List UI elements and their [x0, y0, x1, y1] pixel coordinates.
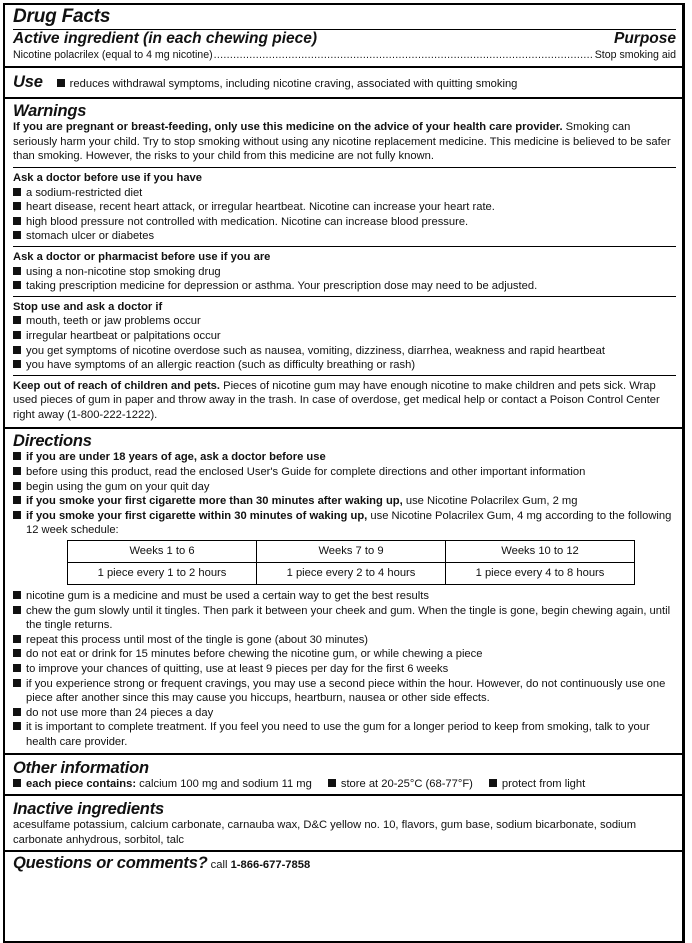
dosage-schedule-table: [67, 540, 635, 585]
bullet-square-icon: [13, 281, 21, 289]
list-item-text: a sodium-restricted diet: [26, 186, 143, 199]
list-item: [13, 265, 676, 280]
list-item-text: using a non-nicotine stop smoking drug: [26, 265, 221, 278]
call-label: call: [210, 859, 228, 872]
list-item: [13, 604, 676, 633]
bullet-square-icon: [328, 779, 336, 787]
list-item-text: you have symptoms of an allergic reaction (such as difficulty breathing or rash): [26, 359, 416, 372]
list-item: [13, 279, 676, 294]
bullet-square-icon: [13, 649, 21, 657]
list-item: [13, 677, 676, 706]
active-ingredient-header: [13, 29, 676, 48]
list-item-bold: if you smoke your first cigarette more than 30 minutes after waking up,: [26, 495, 403, 508]
bullet-square-icon: [13, 360, 21, 368]
table-cell: 1 piece every 2 to 4 hours: [257, 563, 446, 585]
other-information-heading: Other information: [13, 758, 149, 777]
list-item-text: begin using the gum on your quit day: [26, 480, 210, 493]
bullet-square-icon: [13, 452, 21, 460]
questions-heading: Questions or comments?: [13, 854, 208, 873]
dot-leader: [214, 48, 594, 63]
bullet-square-icon: [13, 482, 21, 490]
store-group: [328, 777, 473, 792]
contains-bold: each piece contains:: [26, 777, 137, 790]
keep-out-bold: Keep out of reach of children and pets.: [13, 379, 220, 392]
contains-text: calcium 100 mg and sodium 11 mg: [136, 777, 312, 790]
ask-pharmacist-heading: Ask a doctor or pharmacist before use if you are: [13, 250, 271, 263]
list-item: [13, 662, 676, 677]
list-item: [13, 329, 676, 344]
list-item-bold: if you smoke your first cigarette within 30 minutes of waking up,: [26, 509, 368, 522]
bullet-square-icon: [13, 202, 21, 210]
list-item-text: use Nicotine Polacrilex Gum, 4 mg according to the following 12 week schedule:: [26, 509, 672, 537]
bullet-square-icon: [13, 511, 21, 519]
list-item: [13, 589, 676, 604]
contains-group: [13, 777, 312, 792]
inactive-ingredients-heading: Inactive ingredients: [13, 800, 164, 819]
list-item-text: do not eat or drink for 15 minutes before chewing the nicotine gum, or while chewing a piece: [26, 648, 483, 661]
table-header-cell: Weeks 10 to 12: [446, 541, 635, 563]
list-item-text: nicotine gum is a medicine and must be used a certain way to get the best results: [26, 590, 429, 603]
active-ingredient-purpose: Stop smoking aid: [594, 49, 676, 61]
list-item-text: before using this product, read the enclosed User's Guide for complete directions and other important information: [26, 466, 586, 479]
bullet-square-icon: [13, 188, 21, 196]
table-header-cell: Weeks 7 to 9: [257, 541, 446, 563]
keep-out-of-reach-block: [13, 375, 676, 425]
list-item-text: taking prescription medicine for depression or asthma. Your prescription dose may need to be adjusted.: [26, 280, 538, 293]
bullet-square-icon: [13, 331, 21, 339]
active-ingredient-heading: Active ingredient (in each chewing piece): [13, 30, 318, 47]
list-item: [13, 186, 676, 201]
list-item: [13, 633, 676, 648]
list-item: [13, 647, 676, 662]
bullet-square-icon: [13, 346, 21, 354]
bullet-square-icon: [13, 316, 21, 324]
store-text: store at 20-25°C (68-77°F): [340, 777, 473, 790]
ask-doctor-heading: Ask a doctor before use if you have: [13, 171, 202, 184]
use-heading: Use: [13, 72, 43, 91]
list-item-text: do not use more than 24 pieces a day: [26, 706, 214, 719]
page-title: Drug Facts: [13, 6, 111, 27]
list-item: [13, 229, 676, 244]
list-item: [13, 450, 676, 465]
list-item-text: mouth, teeth or jaw problems occur: [26, 315, 201, 328]
list-item: [13, 706, 676, 721]
ask-pharmacist-block: [13, 246, 676, 296]
bullet-square-icon: [13, 606, 21, 614]
list-item-text: repeat this process until most of the tingle is gone (about 30 minutes): [26, 633, 369, 646]
bullet-square-icon: [13, 679, 21, 687]
list-item: [13, 465, 676, 480]
stop-use-heading: Stop use and ask a doctor if: [13, 300, 163, 313]
list-item: [13, 200, 676, 215]
list-item: [13, 720, 676, 749]
bullet-square-icon: [13, 267, 21, 275]
directions-section: [5, 429, 682, 754]
stop-use-block: [13, 296, 676, 375]
list-item-text: high blood pressure not controlled with medication. Nicotine can increase blood pressure.: [26, 215, 469, 228]
warnings-section: [5, 99, 682, 429]
pregnancy-warning-bold: If you are pregnant or breast-feeding, only use this medicine on the advice of your health care provider.: [13, 121, 563, 134]
use-section: [5, 68, 682, 100]
protect-group: [489, 777, 585, 792]
list-item: [13, 494, 676, 509]
bullet-square-icon: [13, 635, 21, 643]
bullet-square-icon: [13, 708, 21, 716]
bullet-square-icon: [489, 779, 497, 787]
bullet-square-icon: [13, 467, 21, 475]
table-cell: 1 piece every 4 to 8 hours: [446, 563, 635, 585]
phone-number: 1-866-677-7858: [230, 859, 311, 872]
active-ingredient-name: Nicotine polacrilex (equal to 4 mg nicotine): [13, 49, 213, 61]
inactive-ingredients-text: acesulfame potassium, calcium carbonate, carnauba wax, D&C yellow no. 10, flavors, gum base, sodium bicarbonate, sodium carbonate anhydrous, sorbitol, talc: [13, 819, 637, 846]
inactive-ingredients-section: [5, 796, 682, 852]
bullet-square-icon: [13, 722, 21, 730]
active-ingredient-section: [5, 5, 682, 68]
warnings-heading: Warnings: [13, 102, 87, 121]
use-text: reduces withdrawal symptoms, including nicotine craving, associated with quitting smoking: [69, 77, 518, 90]
list-item-bold: if you are under 18 years of age, ask a doctor before use: [26, 451, 326, 464]
list-item-text: heart disease, recent heart attack, or irregular heartbeat. Nicotine can increase your heart rate.: [26, 201, 495, 214]
bullet-square-icon: [13, 496, 21, 504]
drug-facts-panel: [3, 3, 685, 943]
directions-heading: Directions: [13, 432, 92, 451]
use-text-wrap: [57, 77, 518, 92]
bullet-square-icon: [13, 591, 21, 599]
list-item-text: stomach ulcer or diabetes: [26, 230, 155, 243]
table-row: [68, 563, 635, 585]
list-item: [13, 344, 676, 359]
keep-out-text: Pieces of nicotine gum may have enough nicotine to make children and pets sick. Wrap used pieces of gum in paper and throw away in the trash. In case of overdose, get medical help or contact a Poison Control Center right away (1-800-222-1222).: [13, 379, 660, 421]
list-item-text: if you experience strong or frequent cravings, you may use a second piece within the hour. However, do not continuously use one piece after another since this may cause you hiccups, heartburn, nausea or other side effects.: [26, 677, 666, 705]
protect-text: protect from light: [501, 777, 586, 790]
list-item-text: you get symptoms of nicotine overdose such as nausea, vomiting, dizziness, diarrhea, weakness and rapid heartbeat: [26, 344, 605, 357]
list-item: [13, 215, 676, 230]
bullet-square-icon: [13, 779, 21, 787]
list-item-text: it is important to complete treatment. If you feel you need to use the gum for a longer period to keep from smoking, talk to your health care provider.: [26, 721, 650, 748]
table-header-row: [68, 541, 635, 563]
active-ingredient-row: [13, 48, 676, 63]
list-item-text: irregular heartbeat or palpitations occur: [26, 329, 221, 342]
purpose-heading: Purpose: [613, 30, 676, 47]
questions-section: [5, 852, 682, 876]
other-information-section: [5, 755, 682, 797]
bullet-square-icon: [13, 664, 21, 672]
list-item: [13, 314, 676, 329]
ask-doctor-block: [13, 167, 676, 246]
pregnancy-warning: [13, 120, 676, 167]
bullet-square-icon: [13, 231, 21, 239]
other-information-row: [13, 777, 676, 792]
pregnancy-warning-text: Smoking can seriously harm your child. Try to stop smoking without using any nicotine replacement medicine. This medicine is believed to be safer than smoking. However, the risks to your child from this medicine are not fully known.: [13, 121, 671, 163]
list-item-text: to improve your chances of quitting, use at least 9 pieces per day for the first 6 weeks: [26, 663, 449, 675]
table-cell: 1 piece every 1 to 2 hours: [68, 563, 257, 585]
table-header-cell: Weeks 1 to 6: [68, 541, 257, 563]
bullet-square-icon: [13, 217, 21, 225]
list-item-text: chew the gum slowly until it tingles. Then park it between your cheek and gum. When the tingle is gone, begin chewing again, until the tingle returns.: [26, 604, 671, 632]
bullet-square-icon: [57, 79, 65, 87]
list-item: [13, 509, 676, 538]
list-item: [13, 358, 676, 373]
list-item-text: use Nicotine Polacrilex Gum, 2 mg: [402, 495, 578, 508]
list-item: [13, 480, 676, 495]
